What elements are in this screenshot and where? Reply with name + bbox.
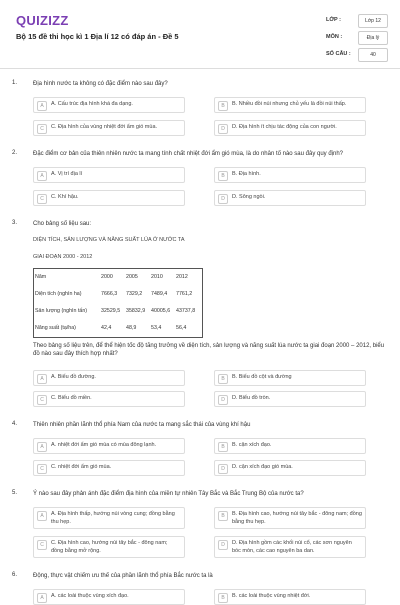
meta-class-label: LỚP : xyxy=(326,17,341,23)
option-b[interactable] xyxy=(214,167,366,183)
option-letter: C xyxy=(37,464,47,474)
option-a[interactable] xyxy=(33,438,185,454)
option-d[interactable] xyxy=(214,536,366,558)
question-text: Theo bảng số liệu trên, để thể hiện tốc độ tăng trưởng về diện tích, sản lượng và năng suất lúa nước ta giai đoạn 2000 – 2012, biểu đồ nào sau đây thích hợp nhất? xyxy=(33,343,385,357)
meta-count-label: SỐ CÂU : xyxy=(326,51,351,57)
table-cell: 53,4 xyxy=(151,324,162,331)
option-text: B. cận xích đạo. xyxy=(232,442,272,448)
meta-subject-value: Địa lý xyxy=(358,31,388,45)
header-divider xyxy=(0,68,400,69)
option-letter: B xyxy=(218,593,228,603)
table-cell: 35832,9 xyxy=(126,307,146,314)
meta-subject xyxy=(326,31,388,45)
option-a[interactable] xyxy=(33,167,185,183)
option-a[interactable] xyxy=(33,589,185,605)
option-letter: D xyxy=(218,194,228,204)
option-d[interactable] xyxy=(214,460,366,476)
meta-subject-label: MÔN : xyxy=(326,34,343,40)
table-row xyxy=(33,319,201,336)
meta-class-value: Lớp 12 xyxy=(358,14,388,28)
option-letter: A xyxy=(37,511,47,521)
option-letter: C xyxy=(37,395,47,405)
option-text: B. Địa hình. xyxy=(232,171,261,177)
option-text: A. Địa hình thấp, hướng núi vòng cung; đồng bằng thu hẹp. xyxy=(51,511,175,525)
table-cell: 56,4 xyxy=(176,324,187,331)
option-a[interactable] xyxy=(33,370,185,386)
question-text: Địa hình nước ta không có đặc điểm nào sau đây? xyxy=(33,81,168,87)
option-letter: A xyxy=(37,593,47,603)
option-letter: C xyxy=(37,194,47,204)
option-c[interactable] xyxy=(33,460,185,476)
question-text: Động, thực vật chiếm ưu thế của phần lãnh thổ phía Bắc nước ta là xyxy=(33,573,213,579)
table-cell: 2012 xyxy=(176,273,188,280)
option-d[interactable] xyxy=(214,391,366,407)
meta-count-value: 40 xyxy=(358,48,388,62)
table-cell: Diện tích (nghìn ha) xyxy=(35,290,82,297)
table-cell: Sản lượng (nghìn tấn) xyxy=(35,307,88,314)
option-text: D. Địa hình gồm các khối núi cổ, các sơn nguyên bóc mòn, các cao nguyên ba dan. xyxy=(232,540,352,554)
table-cell: 7329,2 xyxy=(126,290,143,297)
question-number: 1. xyxy=(12,80,18,86)
option-text: C. Biểu đồ miền. xyxy=(51,395,92,401)
option-letter: A xyxy=(37,374,47,384)
option-letter: B xyxy=(218,442,228,452)
option-letter: D xyxy=(218,464,228,474)
option-letter: D xyxy=(218,540,228,550)
logo: QUIZIZZ xyxy=(16,13,69,28)
table-cell: 43737,8 xyxy=(176,307,196,314)
table-row xyxy=(33,285,201,302)
question-text: Ý nào sau đây phản ánh đặc điểm địa hình của miền tự nhiên Tây Bắc và Bắc Trung Bộ của nước ta? xyxy=(33,491,304,497)
option-letter: A xyxy=(37,171,47,181)
question-number: 3. xyxy=(12,220,18,226)
table-row xyxy=(33,268,201,285)
table-cell: 2000 xyxy=(101,273,113,280)
table-title: DIỆN TÍCH, SẢN LƯỢNG VÀ NĂNG SUẤT LÚA Ở NƯỚC TA xyxy=(33,237,185,243)
question-text: Cho bảng số liệu sau: xyxy=(33,221,92,227)
option-letter: B xyxy=(218,171,228,181)
table-cell: 7489,4 xyxy=(151,290,168,297)
question-text: Đặc điểm cơ bản của thiên nhiên nước ta mang tính chất nhiệt đới ẩm gió mùa, là do nhân tố nào sau đây quy định? xyxy=(33,151,344,157)
option-text: A. nhiệt đới ẩm gió mùa có mùa đông lạnh. xyxy=(51,442,157,448)
meta-count xyxy=(326,48,388,62)
option-text: D. cận xích đạo gió mùa. xyxy=(232,464,293,470)
option-text: A. các loài thuộc vùng xích đạo. xyxy=(51,593,129,599)
option-b[interactable] xyxy=(214,97,366,113)
question-number: 6. xyxy=(12,572,18,578)
option-text: B. Nhiều đồi núi nhưng chủ yếu là đồi núi thấp. xyxy=(232,101,347,107)
table-cell: Năng suất (tạ/ha) xyxy=(35,324,76,331)
option-text: B. Biểu đồ cột và đường xyxy=(232,374,292,380)
option-text: C. Địa hình cao, hướng núi tây bắc - đông nam; đồng bằng mở rộng. xyxy=(51,540,168,554)
document-meta xyxy=(326,14,388,65)
table-cell: 40005,6 xyxy=(151,307,171,314)
data-table xyxy=(33,268,201,336)
option-text: B. các loài thuộc vùng nhiệt đới. xyxy=(232,593,311,599)
option-b[interactable] xyxy=(214,370,366,386)
option-letter: C xyxy=(37,540,47,550)
question-text: Thiên nhiên phần lãnh thổ phía Nam của nước ta mang sắc thái của vùng khí hậu xyxy=(33,422,251,428)
option-b[interactable] xyxy=(214,507,366,529)
option-text: A. Biểu đồ đường. xyxy=(51,374,96,380)
option-letter: D xyxy=(218,124,228,134)
option-a[interactable] xyxy=(33,97,185,113)
option-d[interactable] xyxy=(214,120,366,136)
option-text: A. Vị trí địa lí xyxy=(51,171,83,177)
option-text: A. Cấu trúc địa hình khá đa dạng. xyxy=(51,101,133,107)
option-letter: C xyxy=(37,124,47,134)
option-d[interactable] xyxy=(214,190,366,206)
option-b[interactable] xyxy=(214,438,366,454)
option-a[interactable] xyxy=(33,507,185,529)
option-text: C. nhiệt đới ẩm gió mùa. xyxy=(51,464,112,470)
document-title: Bộ 15 đề thi học kì 1 Địa lí 12 có đáp án - Đề 5 xyxy=(16,32,179,41)
table-cell: 42,4 xyxy=(101,324,112,331)
question-number: 5. xyxy=(12,490,18,496)
table-period: GIAI ĐOẠN 2000 - 2012 xyxy=(33,254,93,260)
option-c[interactable] xyxy=(33,190,185,206)
option-c[interactable] xyxy=(33,391,185,407)
option-b[interactable] xyxy=(214,589,366,605)
table-cell: Năm xyxy=(35,273,47,280)
option-text: C. Khí hậu. xyxy=(51,194,79,200)
option-c[interactable] xyxy=(33,536,185,558)
table-cell: 48,9 xyxy=(126,324,137,331)
table-row xyxy=(33,302,201,319)
option-text: C. Địa hình của vùng nhiệt đới ẩm gió mùa. xyxy=(51,124,158,130)
option-letter: B xyxy=(218,101,228,111)
option-text: D. Địa hình ít chịu tác động của con người. xyxy=(232,124,337,130)
option-text: B. Địa hình cao, hướng núi tây bắc - đông nam; đồng bằng thu hẹp. xyxy=(232,511,362,525)
option-letter: A xyxy=(37,442,47,452)
option-letter: D xyxy=(218,395,228,405)
question-number: 4. xyxy=(12,421,18,427)
table-cell: 32529,5 xyxy=(101,307,121,314)
table-cell: 7761,2 xyxy=(176,290,193,297)
meta-class xyxy=(326,14,388,28)
option-letter: B xyxy=(218,511,228,521)
option-text: D. Biểu đồ tròn. xyxy=(232,395,271,401)
question-number: 2. xyxy=(12,150,18,156)
table-cell: 7666,3 xyxy=(101,290,118,297)
option-letter: A xyxy=(37,101,47,111)
table-cell: 2010 xyxy=(151,273,163,280)
option-letter: B xyxy=(218,374,228,384)
table-cell: 2005 xyxy=(126,273,138,280)
option-text: D. Sông ngòi. xyxy=(232,194,266,200)
option-c[interactable] xyxy=(33,120,185,136)
